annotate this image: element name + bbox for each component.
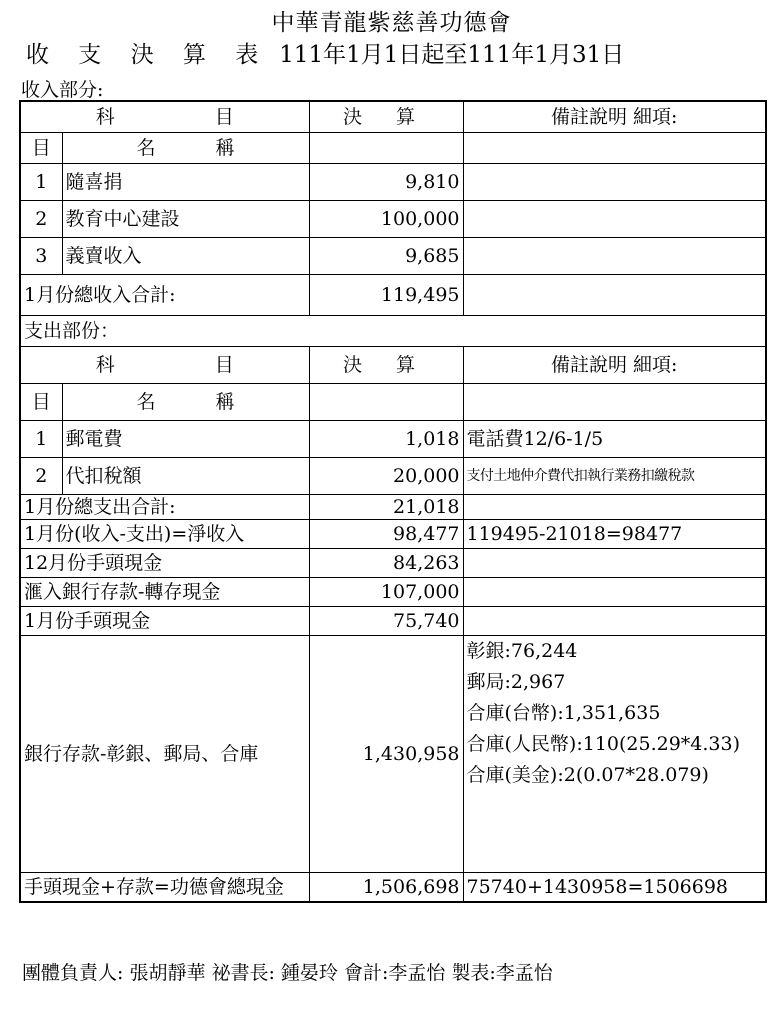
item-no-header: 目 — [20, 384, 62, 421]
signature-line: 團體負責人: 張胡靜華 祕書長: 鍾晏玲 會計:李孟怡 製表:李孟怡 — [22, 962, 553, 984]
expense-section-row — [20, 316, 766, 347]
ledger-table — [19, 100, 767, 903]
table-row: 1 郵電費 1,018 電話費12/6-1/5 — [20, 421, 766, 458]
budget-header: 決 算 — [309, 101, 463, 133]
summary-row: 1月份手頭現金 75,740 — [20, 607, 766, 636]
income-total-row: 1月份總收入合計: 119,495 — [20, 275, 766, 316]
bank-deposit-label: 銀行存款-彰銀、郵局、合庫 — [20, 636, 309, 873]
summary-row: 1月份總支出合計: 21,018 — [20, 495, 766, 520]
table-row: 1 隨喜捐 9,810 — [20, 164, 766, 201]
budget-header: 決 算 — [309, 347, 463, 384]
organization-title: 中華青龍紫慈善功德會 — [271, 10, 512, 36]
name-header: 名 稱 — [62, 133, 309, 164]
summary-row: 1月份(收入-支出)=淨收入 98,477 119495-21018=98477 — [20, 520, 766, 549]
expense-subheader-row — [20, 384, 766, 421]
grand-total-row: 手頭現金+存款=功德會總現金 1,506,698 75740+1430958=1506698 — [20, 873, 766, 903]
expense-header-row — [20, 347, 766, 384]
name-header: 名 稱 — [62, 384, 309, 421]
subject-header: 科 目 — [20, 101, 309, 133]
bank-deposit-row — [20, 636, 766, 873]
expense-section-label: 支出部份： — [20, 316, 766, 347]
report-period: 111年1月1日起至111年1月31日 — [279, 42, 625, 68]
table-row: 2 代扣稅額 20,000 支付土地仲介費代扣執行業務扣繳稅款 — [20, 458, 766, 495]
income-section-label: 收入部分: — [21, 79, 104, 101]
remarks-header: 備註說明 細項: — [463, 101, 766, 133]
subject-header: 科 目 — [20, 347, 309, 384]
doc-type: 收 支 決 算 表 — [26, 42, 270, 68]
table-row: 2 教育中心建設 100,000 — [20, 201, 766, 238]
item-no-header: 目 — [20, 133, 62, 164]
table-row: 3 義賣收入 9,685 — [20, 238, 766, 275]
income-header-row — [20, 101, 766, 133]
summary-row: 12月份手頭現金 84,263 — [20, 549, 766, 578]
bank-deposit-details: 彰銀:76,244 郵局:2,967 合庫(台幣):1,351,635 合庫(人民幣):110(25.29*4.33) 合庫(美金):2(0.07*28.079) — [463, 636, 766, 873]
bank-deposit-amount: 1,430,958 — [309, 636, 463, 873]
income-subheader-row — [20, 133, 766, 164]
document-title — [26, 36, 624, 69]
summary-row: 滙入銀行存款-轉存現金 107,000 — [20, 578, 766, 607]
remarks-header: 備註說明 細項: — [463, 347, 766, 384]
